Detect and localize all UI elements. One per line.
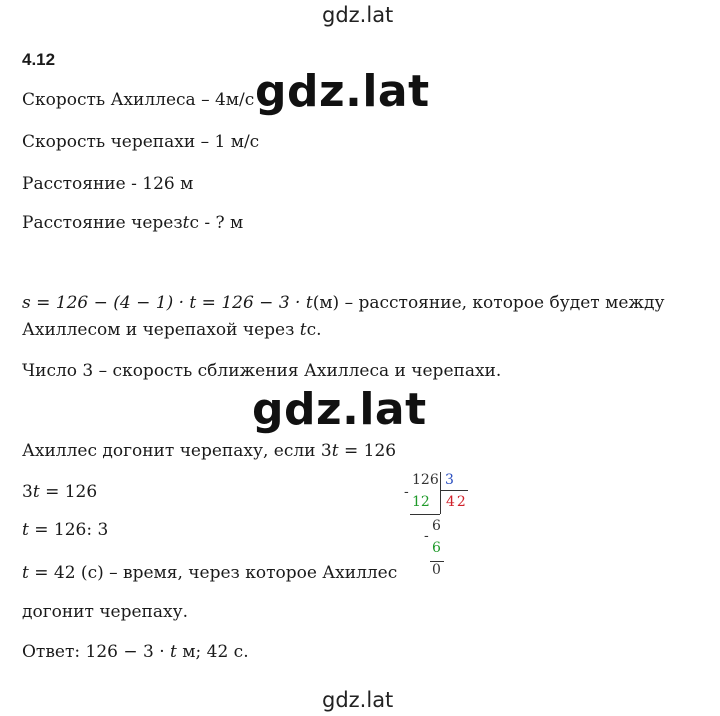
- formula-description: (м) – расстояние, которое будет между: [312, 293, 665, 313]
- division-subtract-1: 12: [412, 494, 430, 510]
- answer-var: t: [170, 642, 177, 662]
- formula-expression: s = 126 − (4 − 1) · t = 126 − 3 · t: [22, 293, 313, 313]
- watermark-bottom: gdz.lat: [322, 688, 394, 712]
- given-turtle-speed: Скорость черепахи – 1 м/с: [22, 132, 260, 152]
- watermark-large-1: gdz.lat: [255, 66, 430, 117]
- equation-2-var: t: [22, 520, 29, 540]
- division-divisor: 3: [445, 472, 454, 488]
- division-subtract-2: 6: [432, 540, 441, 556]
- division-vertical-line: [440, 472, 441, 514]
- given-unknown-unit: с - ? м: [189, 213, 244, 233]
- division-quotient: 42: [446, 494, 468, 510]
- answer-text: Ответ: 126 − 3 ·: [22, 642, 171, 662]
- long-division: [396, 470, 476, 585]
- division-remainder-2: 0: [432, 562, 441, 578]
- formula-line-2: [22, 320, 322, 340]
- answer: [22, 642, 249, 662]
- formula-line-1: [22, 293, 664, 313]
- given-unknown-var: t: [182, 213, 190, 233]
- equation-2-rhs: = 126: 3: [28, 520, 109, 540]
- equation-1-rhs: = 126: [39, 482, 98, 502]
- equation-3-var: t: [22, 563, 29, 583]
- division-quotient-line: [440, 490, 468, 491]
- equation-1-coef: 3: [22, 482, 33, 502]
- answer-end: м; 42 с.: [176, 642, 249, 662]
- formula-line-2-unit: с.: [306, 320, 322, 340]
- equation-2: [22, 520, 108, 540]
- equation-3-continued: догонит черепаху.: [22, 602, 189, 622]
- equation-1: [22, 482, 97, 502]
- formula-line-2-text: Ахиллесом и черепахой через: [22, 320, 300, 340]
- division-remainder-1: 6: [432, 518, 441, 534]
- equation-1-var: t: [32, 482, 40, 502]
- equation-3-rhs: = 42 (с) – время, через которое Ахиллес: [28, 563, 398, 583]
- given-unknown-text: Расстояние через: [22, 213, 183, 233]
- catch-condition: [22, 441, 396, 461]
- task-number: 4.12: [22, 50, 56, 69]
- watermark-top: gdz.lat: [322, 3, 394, 27]
- division-minus-1: -: [404, 484, 409, 500]
- given-distance: Расстояние - 126 м: [22, 174, 194, 194]
- division-rule-1: [410, 514, 440, 515]
- given-unknown: [22, 213, 243, 233]
- watermark-large-2: gdz.lat: [252, 384, 427, 435]
- division-dividend: 126: [412, 472, 439, 488]
- catch-var: t: [331, 441, 339, 461]
- formula-line-2-var: t: [299, 320, 307, 340]
- given-achilles-speed: Скорость Ахиллеса – 4м/с: [22, 90, 255, 110]
- equation-3: [22, 563, 397, 583]
- catch-value: = 126: [338, 441, 397, 461]
- speed-note: Число 3 – скорость сближения Ахиллеса и черепахи.: [22, 361, 502, 381]
- catch-text: Ахиллес догонит черепаху, если 3: [22, 441, 332, 461]
- division-minus-2: -: [424, 528, 429, 544]
